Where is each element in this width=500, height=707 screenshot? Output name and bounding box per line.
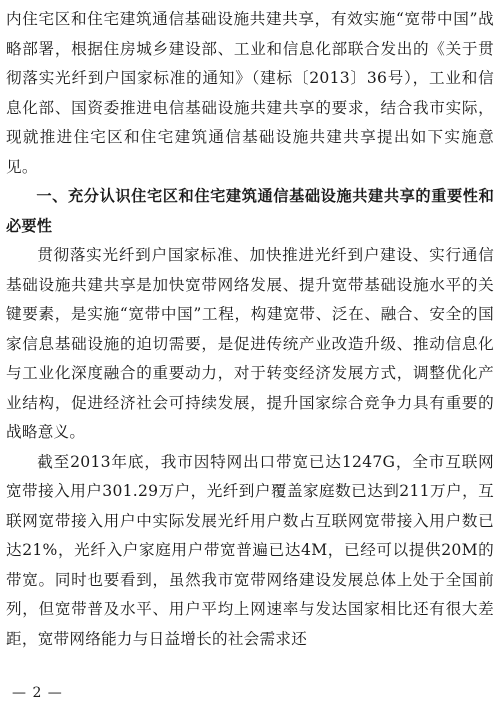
- paragraph-intro-continued: 内住宅区和住宅建筑通信基础设施共建共享，有效实施“宽带中国”战略部署，根据住房城乡建设部、工业和信息化部联合发出的《关于贯彻落实光纤到户国家标准的通知》（建标〔2013〕36号），工业和信息化部、国资委推进电信基础设施共建共享的要求，结合我市实际，现就推进住宅区和住宅建筑通信基础设施共建共享提出如下实施意见。: [6, 10, 494, 176]
- page-number: — 2 —: [12, 685, 63, 701]
- paragraph-importance: 贯彻落实光纤到户国家标准、加快推进光纤到户建设、实行通信基础设施共建共享是加快宽带网络发展、提升宽带基础设施水平的关键要素，是实施“宽带中国”工程，构建宽带、泛在、融合、安全的国家信息基础设施的迫切需要，是促进传统产业改造升级、推动信息化与工业化深度融合的重要动力，对于转变经济发展方式，调整优化产业结构，促进经济社会可持续发展，提升国家综合竞争力具有重要的战略意义。: [6, 246, 494, 441]
- document-body: [6, 5, 494, 654]
- section-heading-1: 一、充分认识住宅区和住宅建筑通信基础设施共建共享的重要性和必要性: [6, 187, 494, 235]
- paragraph-status: 截至2013年底，我市因特网出口带宽已达1247G，全市互联网宽带接入用户301.29万户，光纤到户覆盖家庭数已达到211万户，互联网宽带接入用户中实际发展光纤用户数占互联网宽带接入用户数已达21%，光纤入户家庭用户带宽普遍已达4M，已经可以提供20M的带宽。同时也要看到，虽然我市宽带网络建设发展总体上处于全国前列，但宽带普及水平、用户平均上网速率与发达国家相比还有很大差距，宽带网络能力与日益增长的社会需求还: [6, 452, 494, 648]
